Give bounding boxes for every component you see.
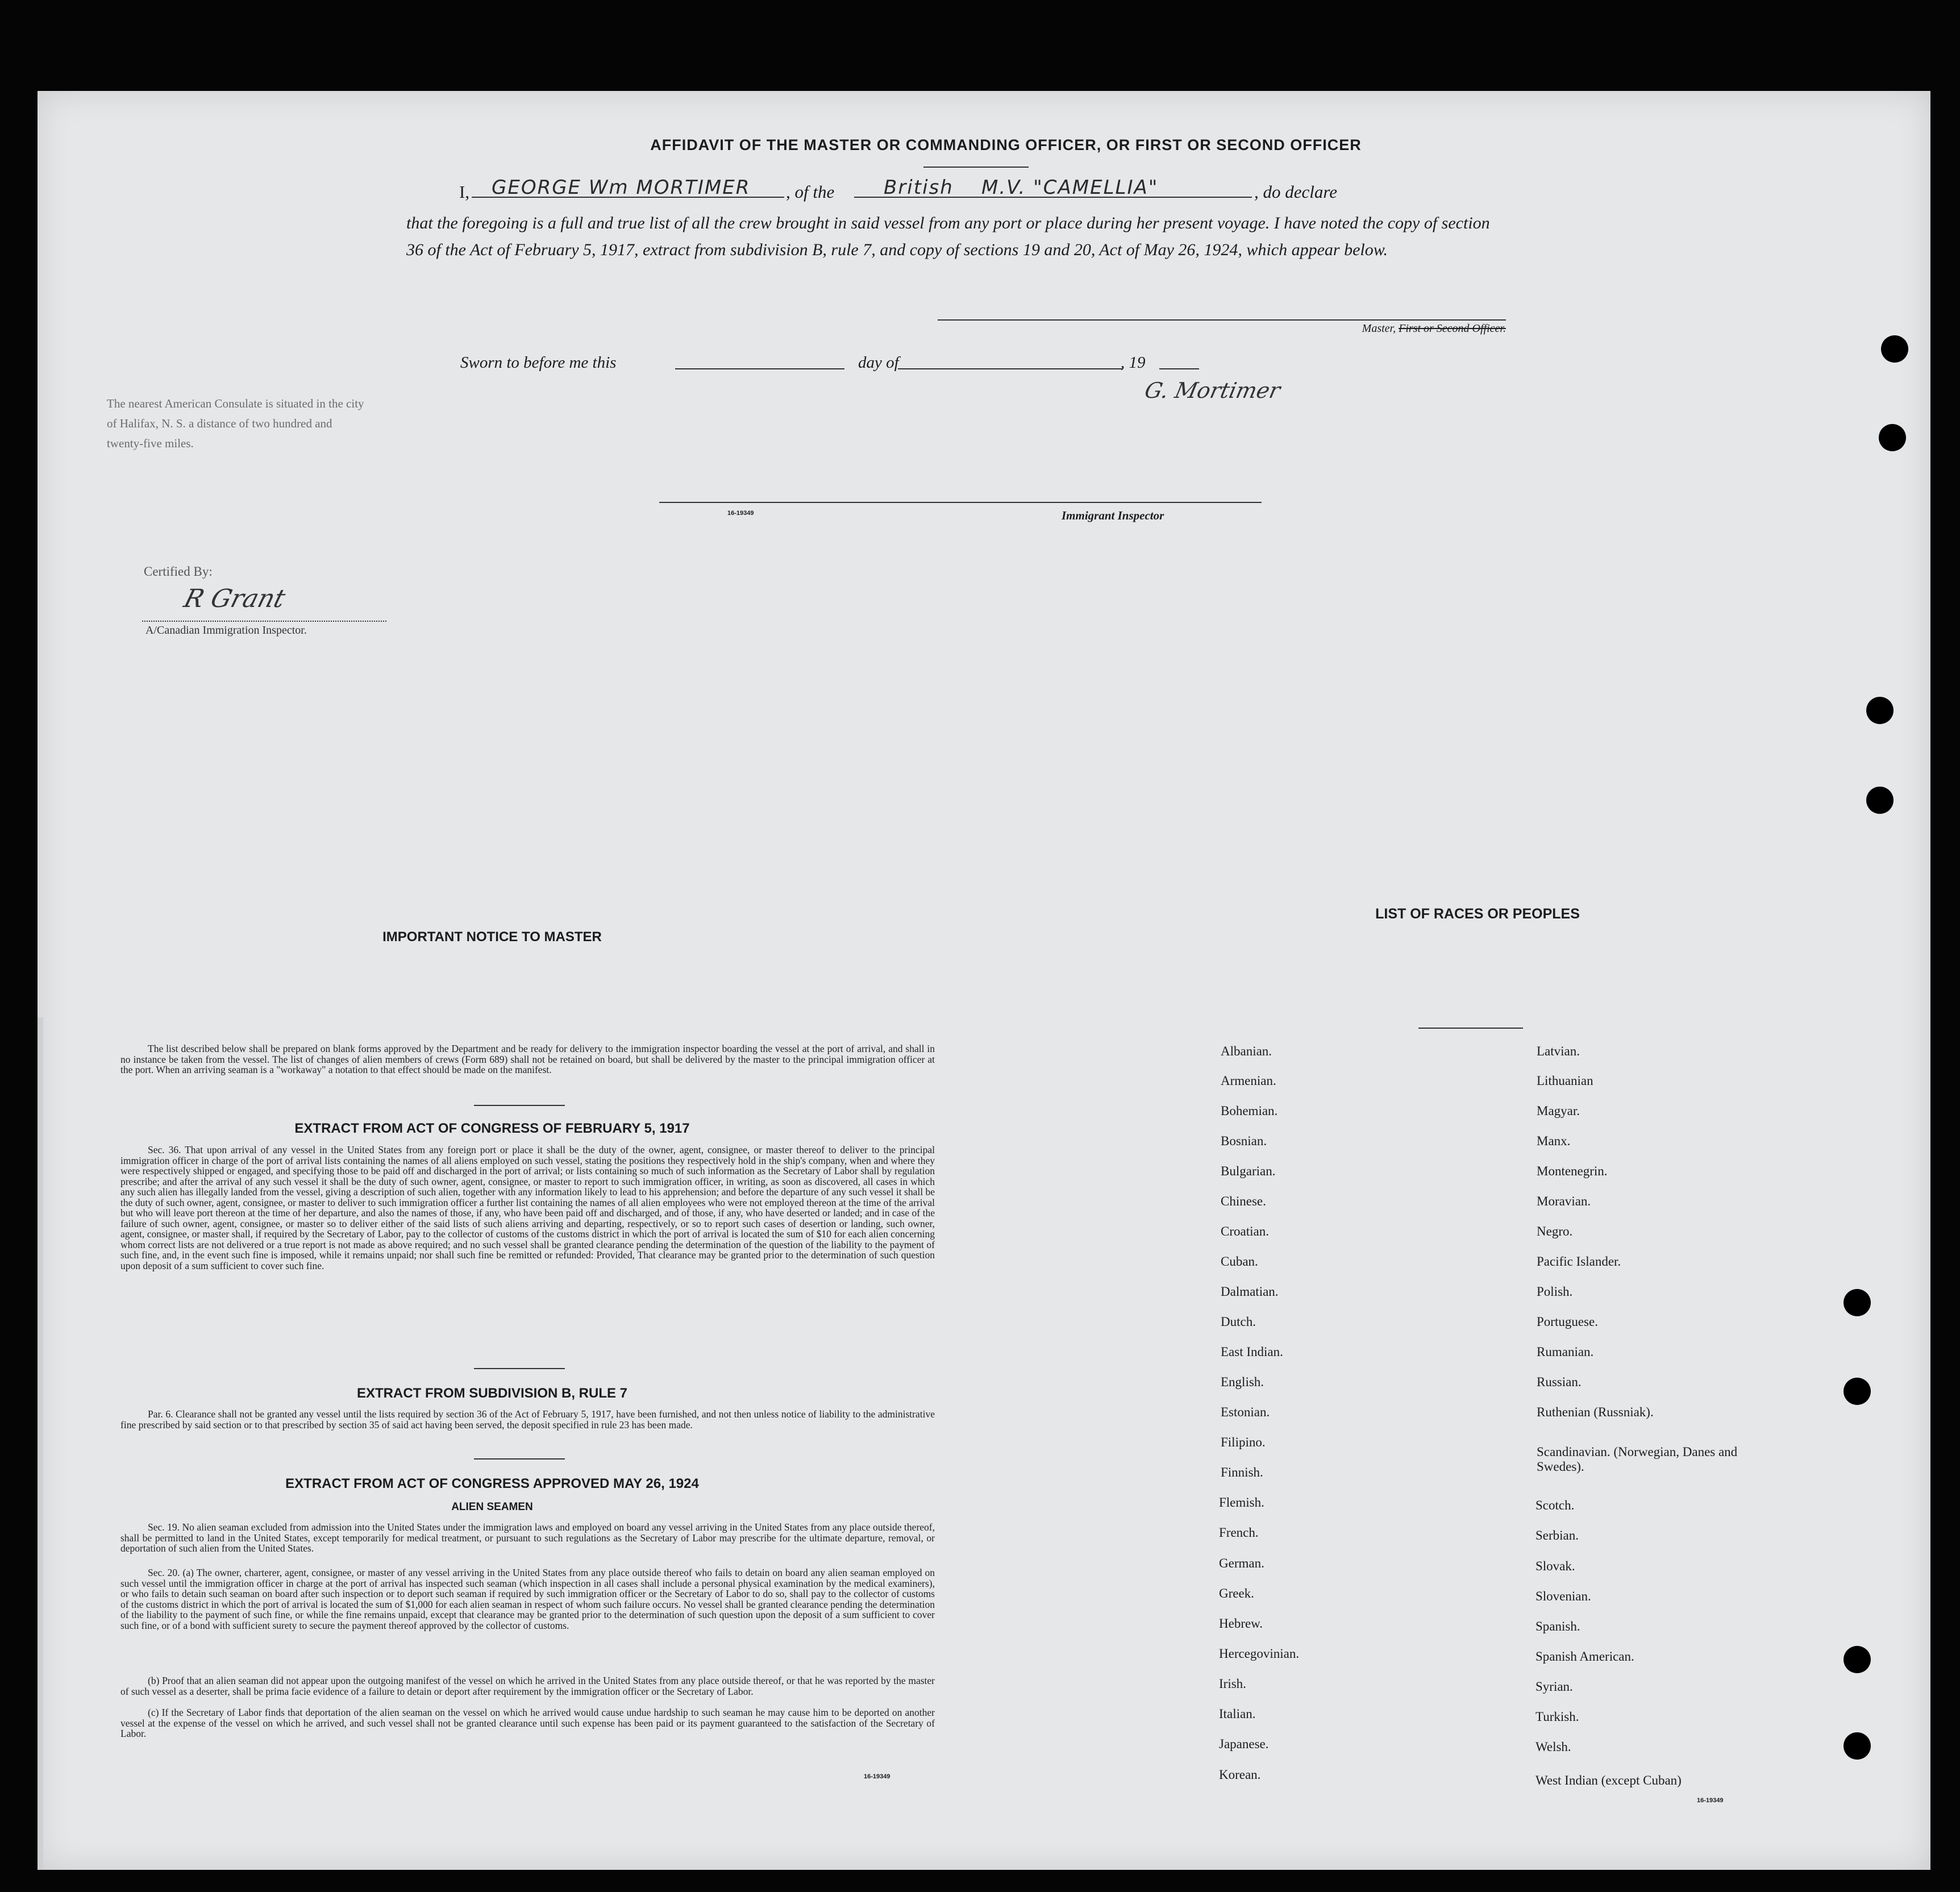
master-label — [1222, 322, 1506, 335]
i-label: I, — [459, 182, 470, 202]
races-form-number: 16-19349 — [1697, 1797, 1724, 1804]
affidavit-title: AFFIDAVIT OF THE MASTER OR COMMANDING OFFICER, OR FIRST OR SECOND OFFICER — [650, 136, 1362, 153]
race-item: Hercegovinian. — [1219, 1646, 1300, 1661]
race-item: Serbian. — [1535, 1528, 1579, 1542]
notice-divider — [474, 1105, 565, 1106]
race-item: German. — [1219, 1556, 1264, 1570]
extract-1917-text: Sec. 36. That upon arrival of any vessel in the United States from any foreign port or place it shall be the duty of the owner, agent, consignee, or master thereof to deliver to the principal immigration officer in charge of the port of arrival lists containing the names of all aliens employed on such vessel, stating the positions they respectively hold in the ship's company, when and where they were respectively shipped or engaged, and specifying those to be paid off and discharged in the port of arrival; or lists containing so much of such information as the Secretary of Labor shall by regulation prescribe; and after the arrival of any such vessel it shall be the duty of such owner, agent, consignee, or master to report to such immigration officer, in writing, as soon as discovered, all cases in which any such alien has illegally landed from the vessel, giving a description of such alien, together with any information likely to lead to his apprehension; and before the departure of any such vessel it shall be the duty of such owner, agent, consignee, or master to deliver to such immigration officer a further list containing the names of all alien employees who were not employed thereon at the time of the arrival but who will leave port thereon at the time of her departure, and also the names of those, if any, who have been paid off and discharged, and of those, if any, who have deserted or landed; and in case of the failure of such owner, agent, consignee, or master so to deliver either of the said lists of such aliens arriving and departing, respectively, or so to report such cases of desertion or landing, such owner, agent, consignee, or master shall, if required by the Secretary of Labor, pay to the collector of customs of the customs district in which the port of arrival is located the sum of $10 for each alien concerning whom correct lists are not delivered or a true report is not made as above required; and no such vessel shall be granted clearance pending the determination of the question of the liability to the payment of such fine, and, in the event such fine is imposed, while it remains unpaid; nor shall such fine be remitted or refunded: Provided, That clearance may be granted prior to the determination of such question upon deposit of a sum sufficient to cover such fine. — [120, 1144, 935, 1271]
race-item: Magyar. — [1537, 1104, 1580, 1118]
races-title: LIST OF RACES OR PEOPLES — [1375, 906, 1580, 922]
race-item: Dutch. — [1221, 1315, 1256, 1329]
extract-1917-divider — [474, 1368, 565, 1369]
sheet-edge — [38, 1017, 43, 1870]
race-item: Chinese. — [1221, 1194, 1266, 1208]
extract-rule7-divider — [474, 1458, 565, 1459]
day-of-label: day of — [858, 354, 899, 372]
race-item: Filipino. — [1221, 1435, 1266, 1449]
inspector-line — [659, 502, 1262, 503]
race-item: Bulgarian. — [1221, 1164, 1276, 1178]
race-item: Montenegrin. — [1537, 1164, 1608, 1178]
race-item: Pacific Islander. — [1537, 1254, 1621, 1269]
punch-hole — [1844, 1646, 1871, 1673]
race-item: Finnish. — [1221, 1465, 1263, 1479]
race-item: Manx. — [1537, 1134, 1571, 1148]
punch-hole — [1844, 1289, 1871, 1316]
race-item: English. — [1221, 1375, 1264, 1389]
punch-hole — [1844, 1378, 1871, 1405]
master-label-text: Master, — [1362, 322, 1396, 335]
day-field — [675, 354, 844, 369]
race-item: Latvian. — [1537, 1044, 1580, 1058]
certifier-signature: R Grant — [181, 584, 289, 613]
punch-hole — [1879, 424, 1906, 451]
race-item: Hebrew. — [1219, 1616, 1263, 1631]
punch-hole — [1866, 787, 1894, 814]
race-item: Irish. — [1219, 1677, 1246, 1691]
race-item: Turkish. — [1535, 1710, 1579, 1724]
race-item: Russian. — [1537, 1375, 1582, 1389]
race-item: Flemish. — [1219, 1495, 1264, 1510]
sec-19-text: Sec. 19. No alien seaman excluded from admission into the United States under the immigration laws and employed on board any vessel arriving in the United States from any place outside thereof, shall be permitted to land in the United States, except temporarily for medical treatment, or pursuant to such regulations as the Secretary of Labor may prescribe for the ultimate departure, removal, or deportation of such alien from the United States. — [120, 1521, 935, 1554]
race-item: Cuban. — [1221, 1254, 1258, 1269]
race-item: Rumanian. — [1537, 1345, 1594, 1359]
race-item: Scandinavian. (Norwegian, Danes and Swedes). — [1537, 1445, 1738, 1474]
certified-label: Certified By: — [144, 564, 213, 579]
race-item: French. — [1219, 1525, 1259, 1540]
race-item: Negro. — [1537, 1224, 1573, 1238]
race-item: Bohemian. — [1221, 1104, 1278, 1118]
race-item: Lithuanian — [1537, 1074, 1593, 1088]
race-item: Korean. — [1219, 1768, 1261, 1782]
race-item: Greek. — [1219, 1586, 1254, 1600]
extract-1924-title: EXTRACT FROM ACT OF CONGRESS APPROVED MAY 26, 1924 — [285, 1476, 699, 1491]
do-declare-label: , do declare — [1254, 182, 1338, 202]
race-item: Croatian. — [1221, 1224, 1269, 1238]
races-divider — [1418, 1028, 1523, 1029]
race-item: East Indian. — [1221, 1345, 1283, 1359]
canadian-inspector-label: A/Canadian Immigration Inspector. — [145, 624, 307, 637]
race-item: Ruthenian (Russniak). — [1537, 1405, 1654, 1419]
inspector-label: Immigrant Inspector — [1062, 509, 1164, 522]
race-item: Slovenian. — [1535, 1589, 1591, 1603]
title-divider — [923, 167, 1029, 168]
month-field — [898, 354, 1123, 369]
punch-hole — [1881, 335, 1908, 363]
race-item: Polish. — [1537, 1284, 1573, 1299]
extract-form-number: 16-19349 — [864, 1773, 890, 1780]
punch-hole — [1866, 697, 1894, 724]
sec-20b-text: (b) Proof that an alien seaman did not appear upon the outgoing manifest of the vessel on which he arrived in the United States from any place outside thereof, or that he was reported by the master of such vessel as a deserter, shall be prima facie evidence of a failure to detain or deport after requirement by the immigration officer or the Secretary of Labor. — [120, 1675, 935, 1697]
sworn-label: Sworn to before me this — [460, 354, 617, 372]
race-item: Armenian. — [1221, 1074, 1276, 1088]
race-item: Japanese. — [1219, 1737, 1269, 1751]
certifier-line — [142, 621, 386, 622]
race-item: Welsh. — [1535, 1740, 1571, 1754]
race-item: Slovak. — [1535, 1559, 1575, 1573]
sworn-line — [460, 354, 1199, 376]
declaration-line — [406, 176, 1509, 207]
vessel-name: M.V. "CAMELLIA" — [981, 176, 1159, 199]
notice-text: The list described below shall be prepared on blank forms approved by the Department and be ready for delivery to the immigration inspector boarding the vessel at the port of arrival, and shall in no instance be taken from the vessel. The list of changes of alien members of crews (Form 689) shall not be retained on board, but shall be delivered by the master to the principal immigration officer at the port. When an arriving seaman is a "workaway" a notation to that effect should be made on the manifest. — [120, 1043, 935, 1075]
extract-rule7-text: Par. 6. Clearance shall not be granted any vessel until the lists required by section 36 of the Act of February 5, 1917, have been furnished, and not then unless notice of liability to the administrative fine prescribed by said section or to that prescribed by section 35 of said act having been served, the deposit specified in rule 23 has been made. — [120, 1408, 935, 1431]
affidavit-form-number: 16-19349 — [727, 510, 754, 517]
race-item: Bosnian. — [1221, 1134, 1267, 1148]
race-item: Spanish. — [1535, 1619, 1580, 1633]
alien-seamen-subtitle: ALIEN SEAMEN — [451, 1501, 533, 1513]
master-signature: G. Mortimer — [1142, 378, 1283, 403]
race-item: West Indian (except Cuban) — [1535, 1773, 1682, 1787]
sec-20a-text: Sec. 20. (a) The owner, charterer, agent, consignee, or master of any vessel arriving in the United States from any place outside thereof who fails to detain on board any alien seaman employed on such vessel until the immigration officer in charge at the port of arrival has inspected such seaman (which inspection in all cases shall include a personal physical examination by the medical examiners), or who fails to detain such seaman on board after such inspection or to deport such seaman if required by such immigration officer or the Secretary of Labor to do so, shall pay to the collector of customs of the customs district in which the port of arrival is located the sum of $1,000 for each alien seaman in respect of whom such failure occurs. No vessel shall be granted clearance pending the determination of the liability to the payment of such fine, or while the fine remains unpaid, except that clearance may be granted prior to the determination of such question upon the deposit of a sum sufficient to cover such fine, or of a bond with sufficient surety to secure the payment thereof approved by the collector of customs. — [120, 1567, 935, 1631]
declaration-text: that the foregoing is a full and true list of all the crew brought in said vessel from any port or place during her present voyage. I have noted the copy of section 36 of the Act of February 5, 1917, extract from subdivision B, rule 7, and copy of sections 19 and 20, Act of May 26, 1924, which appear below. — [406, 214, 1490, 259]
punch-hole — [1844, 1732, 1871, 1760]
race-item: Portuguese. — [1537, 1315, 1598, 1329]
race-item: Moravian. — [1537, 1194, 1591, 1208]
struck-officer-label: First or Second Officer. — [1399, 322, 1506, 335]
race-item: Albanian. — [1221, 1044, 1272, 1058]
race-item: Spanish American. — [1535, 1649, 1634, 1664]
year-field — [1159, 354, 1199, 369]
of-the-label: , of the — [786, 182, 835, 202]
notice-title: IMPORTANT NOTICE TO MASTER — [382, 929, 602, 945]
master-name: GEORGE Wm MORTIMER — [492, 176, 751, 199]
race-item: Scotch. — [1535, 1498, 1575, 1512]
nationality: British — [884, 176, 954, 199]
extract-rule7-title: EXTRACT FROM SUBDIVISION B, RULE 7 — [356, 1386, 628, 1401]
sec-20c-text: (c) If the Secretary of Labor finds that deportation of the alien seaman on the vessel on which he arrived would cause undue hardship to such seaman he may cause him to be deported on another vessel at the expense of the vessel on which he arrived, and such vessel shall not be granted clearance until such expense has been paid or its payment guaranteed to the satisfaction of the Secretary of Labor. — [120, 1707, 935, 1739]
race-item: Dalmatian. — [1221, 1284, 1279, 1299]
extract-1917-title: EXTRACT FROM ACT OF CONGRESS OF FEBRUARY 5, 1917 — [294, 1121, 690, 1136]
year-prefix: , 19 — [1121, 354, 1146, 372]
race-item: Italian. — [1219, 1707, 1256, 1721]
race-item: Estonian. — [1221, 1405, 1270, 1419]
race-item: Syrian. — [1535, 1679, 1573, 1694]
consulate-note: The nearest American Consulate is situated in the city of Halifax, N. S. a distance of two hundred and twenty-five miles. — [107, 397, 364, 450]
signature-line — [938, 319, 1506, 321]
